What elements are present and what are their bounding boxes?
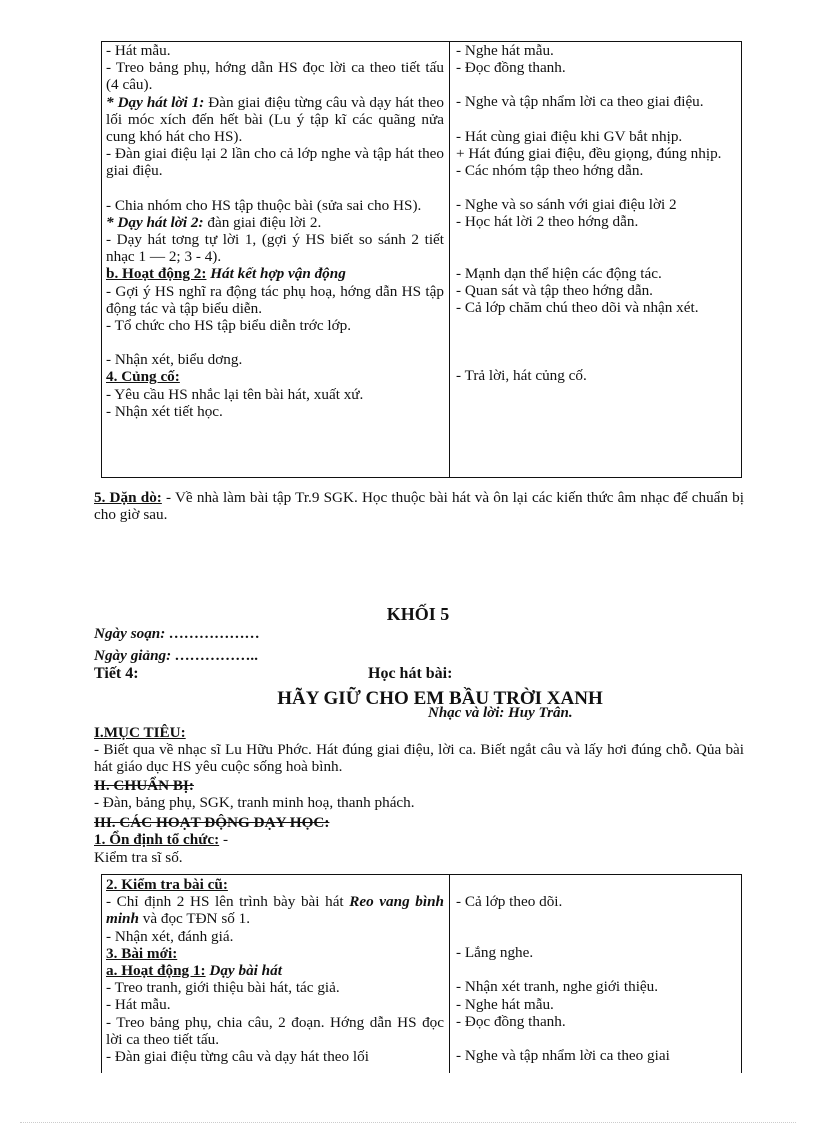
activity-line [456,944,737,961]
activity-text: - Nghe và tập nhẩm lời ca theo giai điệu. [456,93,704,111]
activity-text: - Đọc đồng thanh. [456,59,566,77]
activity-label: * Dạy hát lời 1: [106,93,205,111]
activity-text: và đọc TĐN số 1. [138,910,251,928]
activity-line [106,283,444,317]
heading-label: b. Hoạt động 2: [106,265,207,283]
teacher-activities-column [106,42,444,420]
activity-text: - Nghe hát mẫu. [456,42,554,59]
spacer [456,910,737,927]
lesson-type: Học hát bài: [368,665,453,682]
teacher-activities-column [106,876,444,1065]
activity-text: - Quan sát và tập theo hớng dẫn. [456,281,653,299]
activity-line [106,197,444,214]
activity-text: - Nhận xét tranh, nghe giới thiệu. [456,978,659,996]
activity-text: - Nghe và tập nhẩm lời ca theo giai [456,1047,670,1065]
activity-text: - Học hát lời 2 theo hớng dẫn. [456,213,639,231]
section-heading [106,265,444,282]
heading-label: 2. Kiểm tra bài cũ: [106,876,228,893]
activity-line [456,128,737,145]
homework-label: 5. Dặn dò: [94,489,162,506]
section-preparation-heading: II. CHUẨN BỊ: [94,777,194,794]
activity-text: - Cả lớp theo dõi. [456,893,563,910]
activity-text: - Đàn giai điệu lại 2 lần cho cả lớp nghe và tập hát theo giai điệu. [106,145,444,180]
activity-line [456,282,737,299]
section-heading [106,945,444,962]
section-heading [106,368,444,385]
activity-line [456,893,737,910]
spacer [456,231,737,248]
activity-text: - Hát mẫu. [106,42,171,59]
activity-text: - Hát mẫu. [106,996,171,1014]
activity-line [456,42,737,59]
activity-line [106,231,444,265]
activity-line [106,403,444,420]
section-heading [106,876,444,893]
spacer [456,111,737,128]
spacer [456,333,737,350]
activity-line [106,979,444,996]
spacer [456,961,737,978]
activity-line [456,996,737,1013]
activity-text: - Gợi ý HS nghĩ ra động tác phụ hoạ, hớng dẫn HS tập động tác và tập biểu diễn. [106,282,444,317]
column-divider [449,875,450,1073]
activity-line [456,196,737,213]
student-activities-column [456,42,737,384]
activity-line [456,978,737,995]
spacer [456,350,737,367]
lesson-label: Tiết 4: [94,665,139,682]
activity-text: + Hát đúng giai điệu, đều giọng, đúng nhịp. [456,144,722,162]
activity-text: - Nhận xét, biểu dơng. [106,351,243,369]
activity-text: - Cả lớp chăm chú theo dõi và nhận xét. [456,299,699,317]
attendance-check-text: Kiểm tra sĩ số. [94,849,183,866]
spacer [456,876,737,893]
section-activities-heading: III. CÁC HOẠT ĐỘNG DẠY HỌC: [94,814,330,831]
column-divider [449,42,450,477]
heading-title: Dạy bài hát [205,962,282,980]
activity-text: - Dạy hát tơng tự lời 1, (gợi ý HS biết so sánh 2 tiết nhạc 1 — 2; 3 - 4). [106,231,444,266]
activity-text: - Chia nhóm cho HS tập thuộc bài (sửa sai cho HS). [106,196,422,214]
student-activities-column [456,876,737,1064]
activity-line [456,93,737,110]
section-objectives-heading: I.MỤC TIÊU: [94,724,186,741]
activity-text: - Trả lời, hát củng cố. [456,367,587,385]
spacer [106,180,444,197]
section-objectives-text: - Biết qua về nhạc sĩ Lu Hữu Phớc. Hát đúng giai điệu, lời ca. Biết ngắt câu và lấy hơi đúng chỗ. Qủa bài hát giáo dục HS yêu cuộc sống hoà bình. [94,741,744,776]
activity-text: - Chỉ định 2 HS lên trình bày bài hát [106,893,350,911]
activity-label: * Dạy hát lời 2: [106,213,204,231]
activity-table-2 [101,874,742,1073]
activity-line [456,265,737,282]
heading-label: 4. Củng cố: [106,368,180,386]
activity-line [456,59,737,76]
organization-tail: - [219,831,229,848]
activity-text: - Các nhóm tập theo hớng dẫn. [456,162,644,180]
activity-text: - Tổ chức cho HS tập biểu diễn trớc lớp. [106,317,352,335]
heading-title: Hát kết hợp vận động [206,265,346,283]
activity-line [456,213,737,230]
activity-table-1 [101,41,742,478]
activity-line [106,351,444,368]
spacer [456,1030,737,1047]
activity-text: - Nhận xét tiết học. [106,402,223,420]
activity-line [106,59,444,93]
activity-text: đàn giai điệu lời 2. [203,213,322,231]
activity-line [106,893,444,927]
activity-line [456,1013,737,1030]
activity-text: - Treo bảng phụ, hớng dẫn HS đọc lời ca theo tiết tấu (4 câu). [106,59,444,94]
homework-text: - Về nhà làm bài tập Tr.9 SGK. Học thuộc bài hát và ôn lại các kiến thức âm nhạc để chuẩn bị cho giờ sau. [94,489,744,524]
activity-line [106,214,444,231]
activity-line [106,94,444,146]
activity-line [106,928,444,945]
song-name: Reo vang bình minh [106,893,444,928]
activity-line [106,1048,444,1065]
section-heading [106,962,444,979]
date-prepared: Ngày soạn: ……………… [94,625,261,642]
composer-credit: Nhạc và lời: Huy Trân. [428,705,573,721]
activity-line [456,1047,737,1064]
activity-text: - Treo tranh, giới thiệu bài hát, tác giả. [106,979,340,997]
activity-text: - Nghe hát mẫu. [456,995,554,1013]
section-activities-subheading [94,831,228,848]
activity-text: - Đàn giai điệu từng câu và dạy hát theo lối [106,1048,369,1066]
heading-label: a. Hoạt động 1: [106,962,206,980]
activity-text: - Nhận xét, đánh giá. [106,927,234,945]
activity-line [456,145,737,162]
spacer [456,179,737,196]
activity-text: - Nghe và so sánh với giai điệu lời 2 [456,196,677,214]
activity-text: - Treo bảng phụ, chia câu, 2 đoạn. Hớng dẫn HS đọc lời ca theo tiết tấu. [106,1013,444,1048]
grade-title: KHỐI 5 [386,604,450,624]
activity-line [106,42,444,59]
spacer [106,334,444,351]
activity-text: - Mạnh dạn thể hiện các động tác. [456,264,662,282]
organization-label: 1. Ổn định tổ chức: [94,831,220,848]
spacer [456,76,737,93]
activity-line [106,145,444,179]
activity-text: - Đọc đồng thanh. [456,1012,566,1030]
date-taught: Ngày giảng: …………….. [94,647,259,664]
homework-paragraph [94,489,744,523]
activity-text: - Hát cùng giai điệu khi GV bắt nhịp. [456,127,683,145]
activity-line [456,162,737,179]
activity-line [106,1014,444,1048]
activity-text: - Yêu cầu HS nhắc lại tên bài hát, xuất xứ. [106,385,364,403]
activity-line [106,996,444,1013]
spacer [456,927,737,944]
activity-line [106,317,444,334]
activity-text: Đàn giai điệu từng câu và dạy hát theo lối móc xích đến hết bài (Lu ý tập kĩ các quãng nửa cung khó hát cho HS). [106,93,445,146]
activity-text: - Lắng nghe. [456,944,534,962]
activity-line [106,386,444,403]
spacer [456,248,737,265]
activity-line [456,299,737,316]
song-title: HÃY GIỮ CHO EM BẦU TRỜI XANH [277,688,603,709]
activity-line [456,367,737,384]
section-preparation-text: - Đàn, bảng phụ, SGK, tranh minh hoạ, thanh phách. [94,794,415,811]
heading-label: 3. Bài mới: [106,944,178,962]
spacer [456,316,737,333]
